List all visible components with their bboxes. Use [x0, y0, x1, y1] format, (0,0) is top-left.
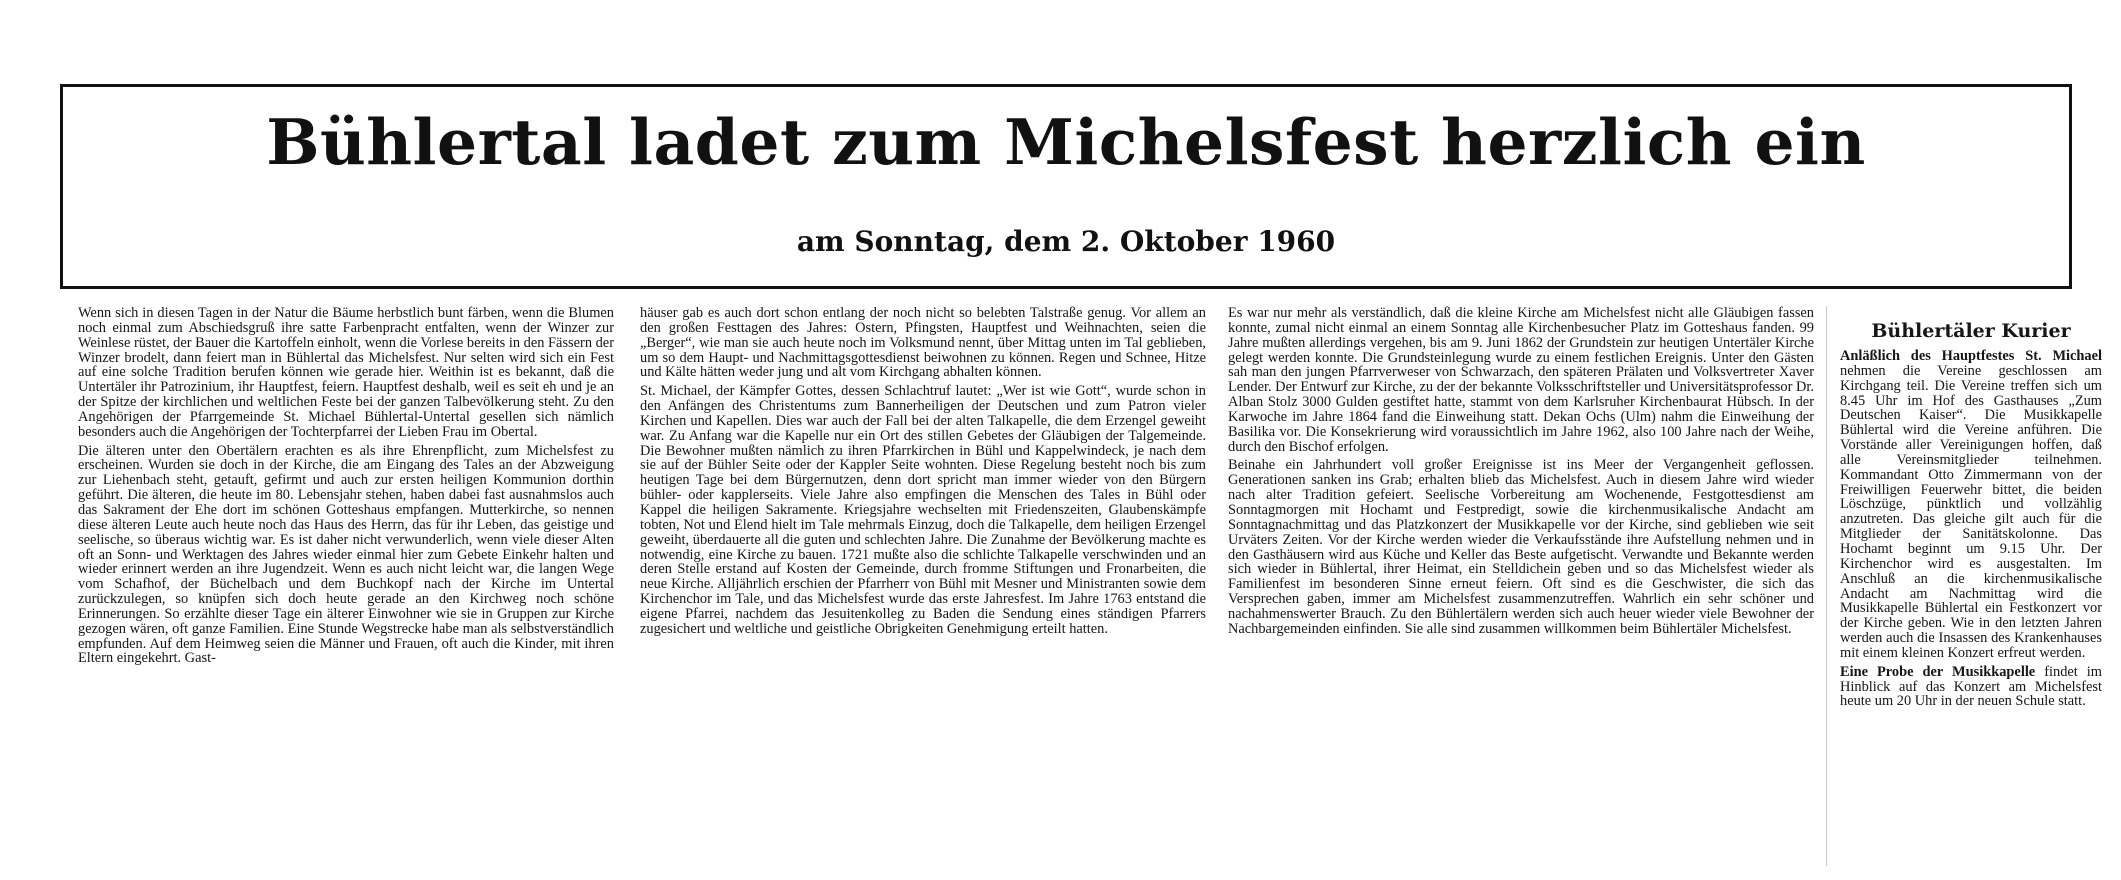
column-1-paragraph-2: Die älteren unter den Obertälern erachten es als ihre Ehrenpflicht, zum Michelsfest zu erscheinen. Wurden sie doch in der Kirche, die am Eingang des Tales an der Abzweigung zur Liehenbach steht, getauft, gefirmt und auch zur ersten heiligen Kommunion dorthin geführt. Die älteren, die heute im 80. Lebensjahr stehen, haben dabei fast ausnahmslos auch das Sakrament der Ehe dort im schönen Gotteshaus empfangen. Mutterkirche, so nennen diese älteren Leute auch heute noch das Haus des Herrn, das für ihr Leben, das geistige und seelische, so überaus wichtig war. Es ist daher nicht verwunderlich, wenn viele dieser Alten oft an Sonn- und Werktagen des Jahres wieder einmal hier zum Gebete Einkehr halten und wieder erinnert werden an ihre Jugendzeit. Wenn es auch nicht leicht war, die langen Wege vom Schafhof, der Büchelbach und dem Buchkopf nach der Kirche im Untertal zurückzulegen, so knüpfen sich doch heute gerade an den Kirchweg noch schöne Erinnerungen. So erzählte dieser Tage ein älterer Einwohner wie sie in Gruppen zur Kirche gezogen wären, oft ganze Familien. Eine Stunde Wegstrecke habe man als selbstverständlich empfunden. Auf dem Heimweg seien die Männer und Frauen, oft auch die Kinder, mit ihren Eltern eingekehrt. Gast-	[78, 442, 614, 667]
sidebar-paragraph-2-lead: Eine Probe der Musikkapelle	[1840, 663, 2036, 680]
column-3-paragraph-1: Es war nur mehr als verständlich, daß die kleine Kirche am Michelsfest nicht alle Gläubigen fassen konnte, zumal nicht einmal an einem Sonntag alle Kirchenbesucher Platz im Gotteshaus fanden. 99 Jahre mußten allerdings vergehen, bis am 9. Juni 1862 der Grundstein zur heutigen Untertäler Kirche gelegt werden konnte. Die Grundsteinlegung wurde zu einem festlichen Ereignis. Unter den Gästen sah man den jungen Pfarrverweser von Schwarzach, den späteren Prälaten und Volksvertreter Xaver Lender. Der Entwurf zur Kirche, zu der der bekannte Volksschriftsteller und Universitätsprofessor Dr. Alban Stolz 3000 Gulden gestiftet hatte, stammt von dem Karlsruher Kirchenbaurat Hübsch. In der Karwoche im Jahre 1864 fand die Einweihung statt. Dekan Ochs (Ulm) nahm die Einweihung der Basilika vor. Die Konsekrierung wird voraussichtlich im Jahre 1962, also 100 Jahre nach der Weihe, durch den Bischof erfolgen.	[1228, 306, 1814, 455]
headline-frame	[60, 84, 2072, 289]
article-column-2	[640, 306, 1206, 866]
sidebar-paragraph-1	[1840, 349, 2102, 661]
column-divider	[1826, 306, 1827, 866]
column-2-paragraph-2: St. Michael, der Kämpfer Gottes, dessen Schlachtruf lautet: „Wer ist wie Gott“, wurde schon in den Anfängen des Christentums zum Bannerheiligen der Deutschen und zum Patron vieler Kirchen und Kapellen. Dies war auch der Fall bei der alten Talkapelle, die dem Erzengel geweiht war. Zu Anfang war die Kapelle nur ein Ort des stillen Gebetes der Gläubigen der Talgemeinde. Die Bewohner mußten nämlich zu ihren Pfarrkirchen in Bühl und Kappelwindeck, je nach dem sie auf der Bühler Seite oder der Kappler Seite wohnten. Diese Regelung besteht noch bis zum heutigen Tage bei dem Bürgernutzen, denn dort spricht man immer wieder von den Bürgern bühler- oder kapplerseits. Viele Jahre also empfingen die Menschen des Tales in Bühl oder Kappel die heiligen Sakramente. Kriegsjahre wechselten mit Friedenszeiten, Glaubenskämpfe tobten, Not und Elend hielt im Tale mehrmals Einzug, doch die Talkapelle, dem heiligen Erzengel geweiht, überdauerte all die guten und schlechten Jahre. Die Zunahme der Bevölkerung machte es notwendig, eine Kirche zu bauen. 1721 mußte also die schlichte Talkapelle verschwinden und an deren Stelle erstand auf Kosten der Gemeinde, durch fromme Stiftungen und Fronarbeiten, die neue Kirche. Alljährlich erschien der Pfarrherr von Bühl mit Mesner und Ministranten sowie dem Kirchenchor im Tale, und das Michelsfest wurde das erste Jahresfest. Im Jahre 1763 entstand die eigene Pfarrei, nachdem das Jesuitenkolleg zu Baden die Sendung eines ständigen Pfarrers zugesichert und weltliche und geistliche Obrigkeiten Genehmigung erteilt hatten.	[640, 383, 1206, 637]
column-2-paragraph-1: häuser gab es auch dort schon entlang der noch nicht so belebten Talstraße genug. Vor allem an den großen Festtagen des Jahres: Ostern, Pfingsten, Hauptfest und Weihnachten, seien die „Berger“, wie man sie auch heute noch im Volksmund nennt, über Mittag unten im Tal geblieben, um so dem Haupt- und Nachmittagsgottesdienst beiwohnen zu können. Regen und Schnee, Hitze und Kälte hätten weder jung und alt vom Kirchgang abhalten können.	[640, 306, 1206, 381]
headline: Bühlertal ladet zum Michelsfest herzlich ein	[266, 105, 1866, 179]
subheadline: am Sonntag, dem 2. Oktober 1960	[796, 225, 1336, 258]
article-column-3	[1228, 306, 1814, 866]
sidebar-paragraph-2	[1840, 665, 2102, 710]
sidebar-paragraph-1-text: nehmen die Vereine geschlossen am Kirchgang teil. Die Vereine treffen sich um 8.45 Uhr im Hof des Gasthauses „Zum Deutschen Kaiser“. Die Musikkapelle Bühlertal wird die Vereine anführen. Die Vorstände aller Vereinigungen hoffen, daß alle Vereinsmitglieder teilnehmen. Kommandant Otto Zimmermann von der Freiwilligen Feuerwehr bittet, die beiden Löschzüge, pünktlich und vollzählig anzutreten. Das gleiche gilt auch für die Mitglieder der Sanitätskolonne. Das Hochamt beginnt um 9.15 Uhr. Der Kirchenchor wird es ausgestalten. Im Anschluß an die kirchenmusikalische Andacht am Nachmittag wird die Musikkapelle Bühlertal ein Festkonzert vor der Kirche geben. Wie in den letzten Jahren werden auch die Insassen des Krankenhauses mit einem kleinen Konzert erfreut werden.	[1840, 362, 2102, 661]
sidebar-paragraph-2-text: findet im Hinblick auf das Konzert am Michelsfest heute um 20 Uhr in der neuen Schule statt.	[1840, 663, 2102, 710]
sidebar-paragraph-1-lead: Anläßlich des Hauptfestes St. Michael	[1840, 348, 2102, 364]
sidebar-title: Bühlertäler Kurier	[1871, 320, 2071, 342]
article-column-1	[78, 306, 614, 866]
sidebar-kurier	[1840, 320, 2102, 880]
column-3-paragraph-2: Beinahe ein Jahrhundert voll großer Ereignisse ist ins Meer der Vergangenheit geflossen. Generationen sanken ins Grab; erhalten blieb das Michelsfest. Auch in diesem Jahre wird wieder nach alter Tradition gefeiert. Seelische Vorbereitung am Wochenende, Festgottesdienst am Sonntagmorgen mit Hochamt und Festpredigt, sowie die kirchenmusikalische Andacht am Sonntagnachmittag und das Platzkonzert der Musikkapelle vor der Kirche, sind geblieben wie seit Urväters Zeiten. Vor der Kirche werden wieder die Verkaufsstände ihre Aufstellung nehmen und in den Gasthäusern wird aus Küche und Keller das Beste aufgetischt. Verwandte und Bekannte werden sich wieder in Bühlertal, ihrer Heimat, ein Stelldichein geben und so das Michelsfest wieder als Familienfest im besonderen Sinne erneut feiern. Oft sind es die Geschwister, die sich das Versprechen gaben, immer am Michelsfest zusammenzutreffen. Wahrlich ein sehr schöner und nachahmenswerter Brauch. Zu den Bühlertälern werden sich auch heuer wieder viele Bewohner der Nachbargemeinden einfinden. Sie alle sind zusammen willkommen beim Bühlertäler Michelsfest.	[1228, 457, 1814, 637]
column-1-paragraph-1: Wenn sich in diesen Tagen in der Natur die Bäume herbstlich bunt färben, wenn die Blumen noch einmal zum Abschiedsgruß ihre satte Farbenpracht entfalten, wenn der Winzer zur Weinlese rüstet, der Bauer die Kartoffeln einholt, wenn die Vorlese bereits in den Fässern der Winzer brodelt, dann feiert man in Bühlertal das Michelsfest. Nur selten wird sich ein Fest auf eine solche Tradition berufen können wie gerade hier. Weithin ist es bekannt, daß die Untertäler ihr Patrozinium, ihr Hauptfest, feiern. Hauptfest deshalb, weil es seit eh und je an der Spitze der kirchlichen und weltlichen Feste bei der ganzen Talbevölkerung steht. Zu den Angehörigen der Pfarrgemeinde St. Michael Bühlertal-Untertal gesellen sich nämlich besonders auch die Angehörigen der Tochterpfarrei der Lieben Frau im Obertal.	[78, 306, 614, 440]
